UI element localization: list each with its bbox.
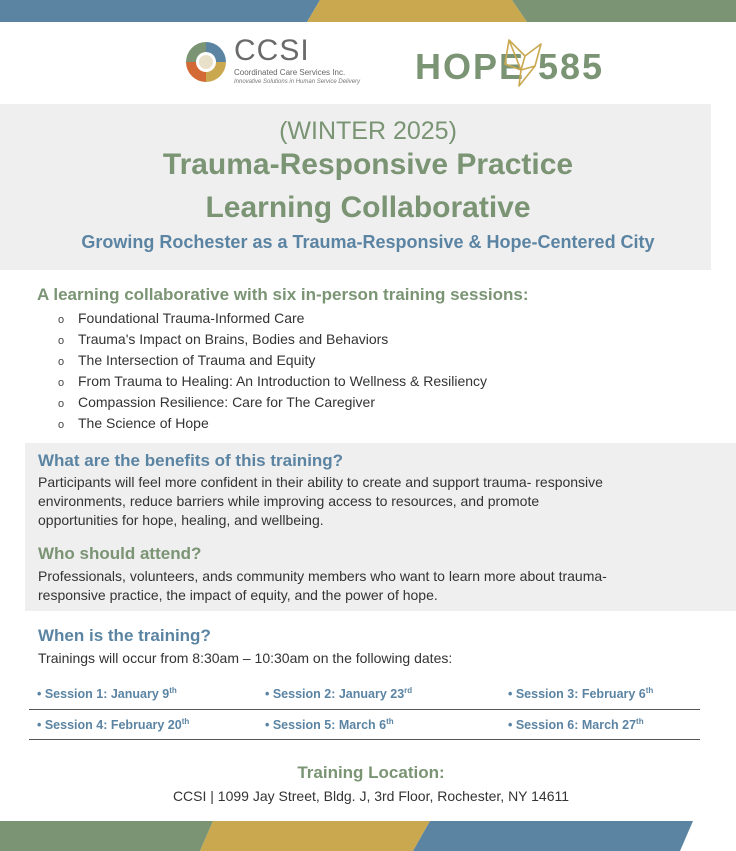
circle-bullet-icon: o — [58, 335, 65, 347]
session-divider — [29, 709, 700, 710]
hope-word: HOPE — [415, 46, 526, 87]
benefits-heading: What are the benefits of this training? — [38, 451, 344, 470]
benefits-line2: environments, reduce barriers while improving access to resources, and promote — [38, 493, 540, 509]
benefits-line1: Participants will feel more confident in their ability to create and support trauma- responsive — [38, 474, 603, 490]
session-6: • Session 6: March 27th — [508, 717, 644, 733]
hope-number: 585 — [538, 46, 605, 87]
session-divider — [29, 739, 700, 740]
list-item: o Compassion Resilience: Care for The Caregiver — [58, 394, 375, 410]
hope-585-logo — [415, 34, 615, 94]
attend-line2: responsive practice, the impact of equity, and the power of hope. — [38, 587, 438, 603]
session-1: • Session 1: January 9th — [37, 686, 177, 702]
ccsi-logo — [182, 34, 372, 90]
session-5: • Session 5: March 6th — [265, 717, 394, 733]
location-address: CCSI | 1099 Jay Street, Bldg. J, 3rd Floor, Rochester, NY 14611 — [172, 788, 570, 804]
page-title-line1: Trauma-Responsive Practice — [162, 148, 574, 181]
page-subtitle: Growing Rochester as a Trauma-Responsive & Hope-Centered City — [81, 232, 655, 252]
location-heading: Training Location: — [297, 763, 445, 782]
session-3: • Session 3: February 6th — [508, 686, 654, 702]
list-item: o Trauma's Impact on Brains, Bodies and Behaviors — [58, 331, 389, 347]
ccsi-name: CCSI — [234, 34, 310, 67]
circle-bullet-icon: o — [58, 356, 65, 368]
circle-bullet-icon: o — [58, 398, 65, 410]
intro-heading: A learning collaborative with six in-person training sessions: — [37, 285, 529, 304]
list-item: o Foundational Trauma-Informed Care — [58, 310, 305, 326]
page-title-line2: Learning Collaborative — [205, 191, 531, 224]
ccsi-line2: Innovative Solutions in Human Service Delivery — [234, 79, 361, 85]
ccsi-logo-mark — [182, 38, 230, 86]
circle-bullet-icon: o — [58, 377, 65, 389]
list-item: o From Trauma to Healing: An Introduction to Wellness & Resiliency — [58, 373, 488, 389]
circle-bullet-icon: o — [58, 419, 65, 431]
when-text: Trainings will occur from 8:30am – 10:30am on the following dates: — [38, 650, 453, 666]
attend-heading: Who should attend? — [38, 544, 202, 563]
list-item: o The Science of Hope — [58, 415, 209, 431]
season-label: (WINTER 2025) — [279, 117, 457, 145]
list-item: o The Intersection of Trauma and Equity — [58, 352, 316, 368]
when-heading: When is the training? — [38, 626, 211, 645]
ccsi-line1: Coordinated Care Services Inc. — [234, 68, 346, 77]
session-4: • Session 4: February 20th — [37, 717, 190, 733]
session-2: • Session 2: January 23rd — [265, 686, 413, 702]
attend-line1: Professionals, volunteers, ands community members who want to learn more about trauma- — [38, 568, 607, 584]
circle-bullet-icon: o — [58, 314, 65, 326]
benefits-line3: opportunities for hope, healing, and wellbeing. — [38, 512, 324, 528]
